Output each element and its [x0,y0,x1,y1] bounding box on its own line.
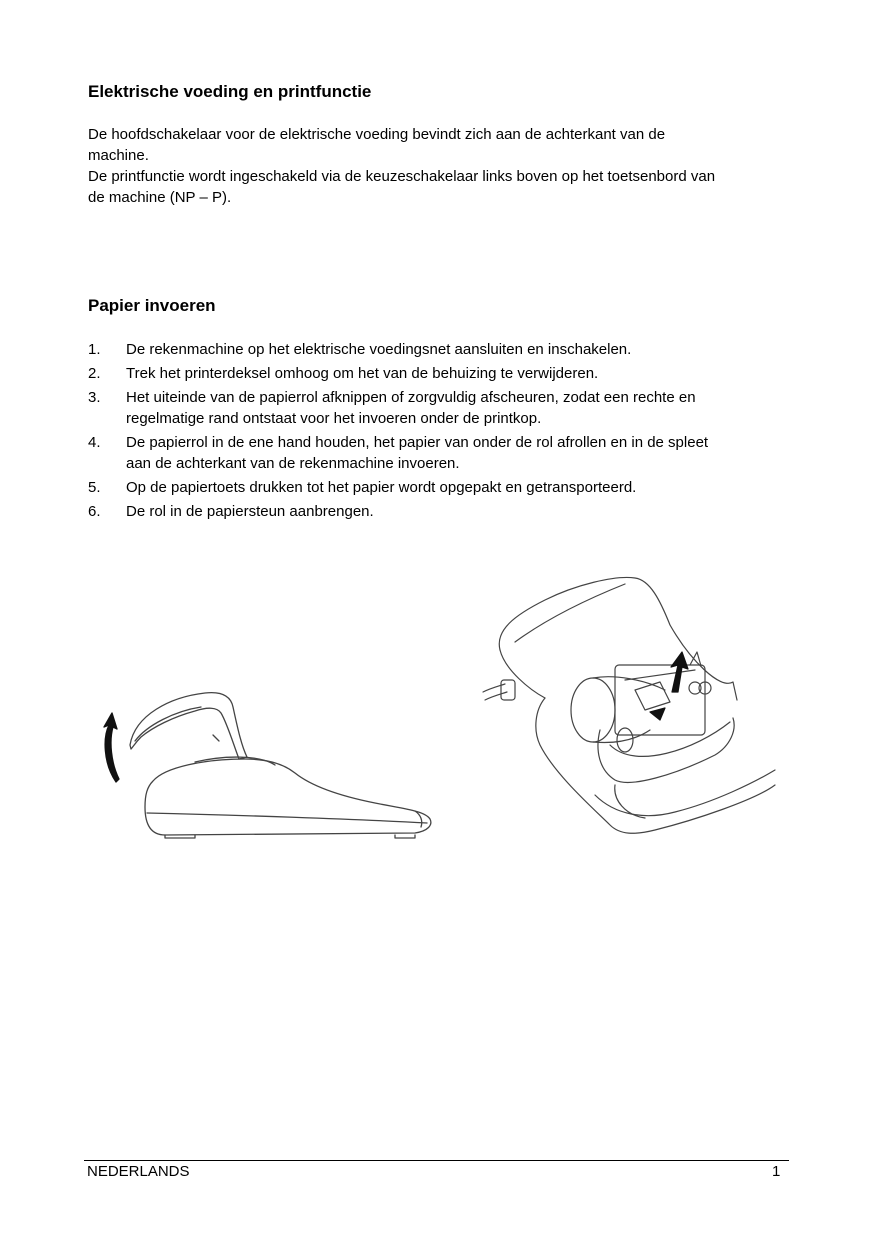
lift-arrow-icon [104,713,119,782]
step-item [88,339,793,360]
step-text: aan de achterkant van de rekenmachine invoeren. [126,455,460,472]
calculator-body [145,759,431,835]
calculator-housing [499,577,737,700]
section-heading-power-print: Elektrische voeding en printfunctie [88,82,372,101]
printer-cover [130,693,247,759]
page-number: 1 [772,1163,781,1180]
paper-feed-steps [88,339,793,525]
paper-roll [571,678,615,742]
step-item [88,477,793,498]
step-number: 6. [88,503,101,520]
step-text: De papierrol in de ene hand houden, het papier van onder de rol afrollen en in de spleet [126,434,709,451]
section-heading-paper-feed: Papier invoeren [88,296,216,315]
insert-paper-roll-illustration [475,570,785,845]
step-item [88,501,793,522]
step-item [88,432,793,474]
step-item [88,387,793,429]
step-text: De rekenmachine op het elektrische voedingsnet aansluiten en inschakelen. [126,341,632,358]
step-number: 1. [88,341,101,358]
remove-printer-cover-illustration [95,685,440,845]
paragraph-line: machine. [88,147,149,164]
paragraph-line: De printfunctie wordt ingeschakeld via de keuzeschakelaar links boven op het toetsenbord van [88,168,716,185]
power-print-paragraph [88,124,793,208]
step-text: regelmatige rand ontstaat voor het invoeren onder de printkop. [126,410,542,427]
step-text: Trek het printerdeksel omhoog om het van de behuizing te verwijderen. [126,365,599,382]
feed-arrow-icon [671,652,688,692]
step-item [88,363,793,384]
power-cable [483,684,505,692]
step-text: Het uiteinde van de papierrol afknippen of zorgvuldig afscheuren, zodat een rechte en [126,389,696,406]
step-text: Op de papiertoets drukken tot het papier wordt opgepakt en getransporteerd. [126,479,637,496]
footer-language: NEDERLANDS [87,1163,190,1180]
step-number: 3. [88,389,101,406]
step-number: 4. [88,434,101,451]
step-number: 2. [88,365,101,382]
paragraph-line: de machine (NP – P). [88,189,232,206]
step-text: De rol in de papiersteun aanbrengen. [126,503,374,520]
paragraph-line: De hoofdschakelaar voor de elektrische voeding bevindt zich aan de achterkant van de [88,126,666,143]
step-number: 5. [88,479,101,496]
footer-rule [84,1160,789,1161]
